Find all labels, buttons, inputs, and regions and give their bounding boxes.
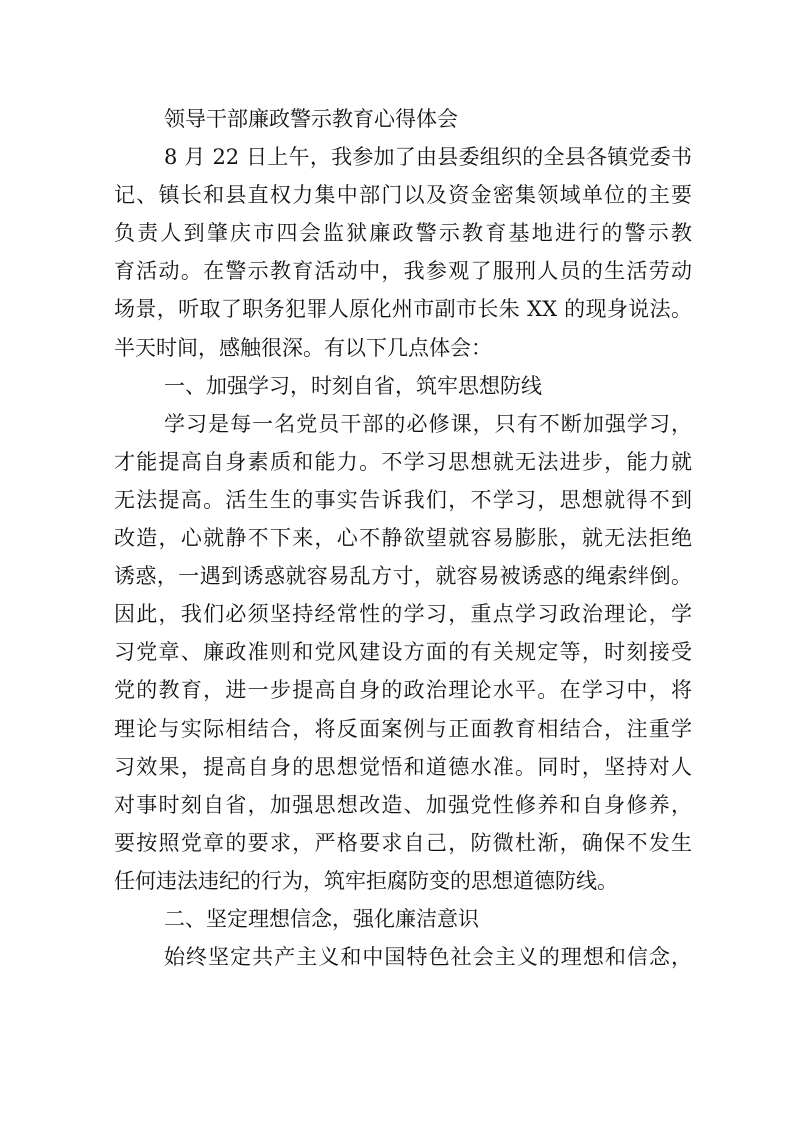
paragraph-line: 半天时间，感触很深。有以下几点体会： bbox=[114, 335, 492, 360]
paragraph-line: 对事时刻自省，加强思想改造、加强党性修养和自身修养， bbox=[114, 792, 692, 817]
paragraph-line: 无法提高。活生生的事实告诉我们，不学习，思想就得不到 bbox=[114, 487, 692, 512]
paragraph-line: 始终坚定共产主义和中国特色社会主义的理想和信念， bbox=[164, 945, 692, 970]
paragraph-line: 记、镇长和县直权力集中部门以及资金密集领域单位的主要 bbox=[114, 183, 692, 208]
paragraph-line: 8 月 22 日上午，我参加了由县委组织的全县各镇党委书 bbox=[164, 145, 692, 170]
paragraph-learning bbox=[114, 405, 692, 900]
section-heading-1: 一、加强学习，时刻自省，筑牢思想防线 bbox=[164, 373, 542, 398]
paragraph-line: 育活动。在警示教育活动中，我参观了服刑人员的生活劳动 bbox=[114, 259, 692, 284]
paragraph-line: 才能提高自身素质和能力。不学习思想就无法进步，能力就 bbox=[114, 449, 692, 474]
section-heading-2: 二、坚定理想信念，强化廉洁意识 bbox=[164, 906, 479, 931]
paragraph-intro bbox=[114, 138, 692, 367]
paragraph-ideals bbox=[114, 938, 692, 976]
paragraph-line: 习党章、廉政准则和党风建设方面的有关规定等，时刻接受 bbox=[114, 640, 692, 665]
paragraph-line: 因此，我们必须坚持经常性的学习，重点学习政治理论，学 bbox=[114, 602, 692, 627]
paragraph-line: 要按照党章的要求，严格要求自己，防微杜渐，确保不发生 bbox=[114, 830, 692, 855]
document-body bbox=[114, 100, 692, 976]
paragraph-line: 诱惑，一遇到诱惑就容易乱方寸，就容易被诱惑的绳索绊倒。 bbox=[114, 564, 692, 589]
paragraph-line: 场景，听取了职务犯罪人原化州市副市长朱 XX 的现身说法。 bbox=[114, 297, 692, 322]
paragraph-line: 学习是每一名党员干部的必修课，只有不断加强学习， bbox=[164, 411, 692, 436]
document-title: 领导干部廉政警示教育心得体会 bbox=[164, 107, 458, 131]
paragraph-line: 负责人到肇庆市四会监狱廉政警示教育基地进行的警示教 bbox=[114, 221, 692, 246]
paragraph-line: 习效果，提高自身的思想觉悟和道德水准。同时，坚持对人 bbox=[114, 754, 692, 779]
paragraph-line: 任何违法违纪的行为，筑牢拒腐防变的思想道德防线。 bbox=[114, 868, 618, 893]
paragraph-line: 改造，心就静不下来，心不静欲望就容易膨胀，就无法拒绝 bbox=[114, 526, 692, 551]
paragraph-line: 党的教育，进一步提高自身的政治理论水平。在学习中，将 bbox=[114, 678, 692, 703]
paragraph-line: 理论与实际相结合，将反面案例与正面教育相结合，注重学 bbox=[114, 716, 692, 741]
